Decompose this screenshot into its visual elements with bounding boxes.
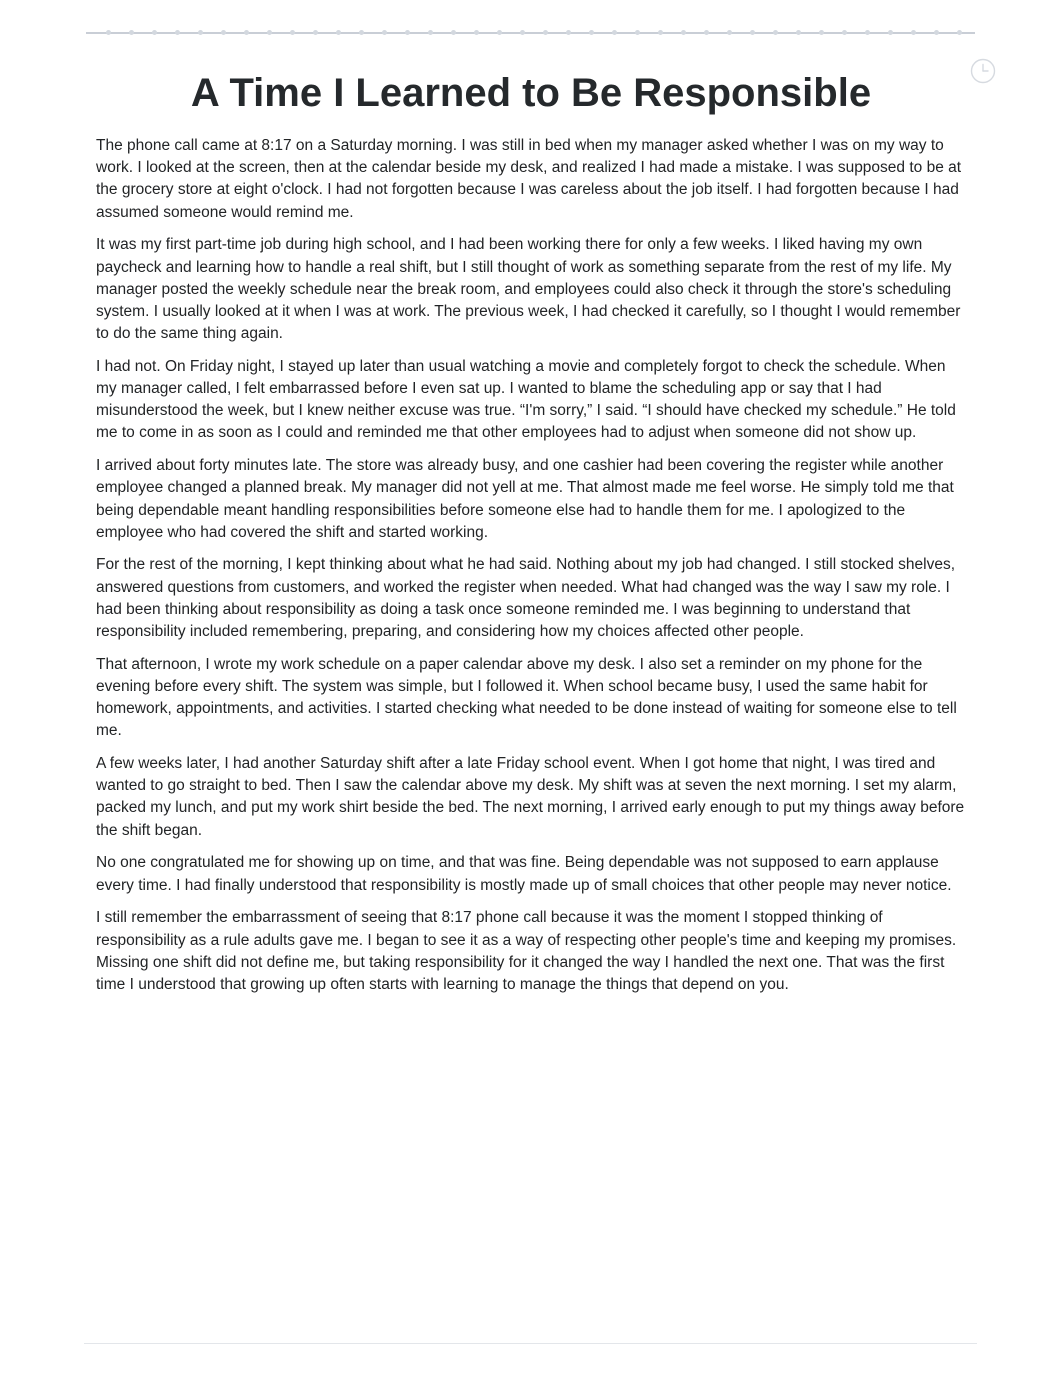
rule-dot [382,30,387,35]
paragraph-1: The phone call came at 8:17 on a Saturday morning. I was still in bed when my manager asked whether I was on my way to work. I looked at the screen, then at the calendar beside my desk, and realized I had made a mistake. I was supposed to be at the grocery store at eight o'clock. I had not forgotten because I was careless about the job itself. I had forgotten because I had assumed someone would remind me. [96,137,962,221]
paragraph-3: I had not. On Friday night, I stayed up later than usual watching a movie and completely forgot to check the schedule. When my manager called, I felt embarrassed before I even sat up. I wanted to blame the scheduling app or say that I had misunderstood the week, but I knew neither excuse was true. “I'm sorry,” I said. “I should have checked my schedule.” He told me to come in as soon as I could and reminded me that other employees had to adjust when someone did not show up. [96,357,956,442]
rule-dot [842,30,847,35]
rule-dot [566,30,571,35]
rule-dot [865,30,870,35]
rule-dot [290,30,295,35]
rule-dot [313,30,318,35]
paragraph-7: A few weeks later, I had another Saturday shift after a late Friday school event. When I got home that night, I was tired and wanted to go straight to bed. Then I saw the calendar above my desk. My shift was at seven the next morning. I set my alarm, packed my lunch, and put my work shirt beside the bed. The next morning, I arrived early enough to put my things away before the shift began. [96,755,965,839]
paragraph-9: I still remember the embarrassment of seeing that 8:17 phone call because it was the moment I stopped thinking of responsibility as a rule adults gave me. I began to see it as a way of respecting other people's time and keeping my promises. Missing one shift did not define me, but taking responsibility for it changed the way I handled the next one. That was the first time I understood that growing up often starts with learning to manage the things that depend on you. [96,909,957,993]
rule-dot [888,30,893,35]
rule-dot [704,30,709,35]
rule-dot [750,30,755,35]
rule-dot [612,30,617,35]
paragraph-8: No one congratulated me for showing up on time, and that was fine. Being dependable was not supposed to earn applause every time. I had finally understood that responsibility is mostly made up of small choices that other people may never notice. [96,854,952,894]
rule-dot [359,30,364,35]
rule-dot [589,30,594,35]
rule-dot [106,30,111,35]
rule-dot [796,30,801,35]
rule-dot [543,30,548,35]
paragraph-4: I arrived about forty minutes late. The store was already busy, and one cashier had been covering the register while another employee changed a planned break. My manager did not yell at me. That almost made me feel worse. He simply told me that being dependable meant handling responsibilities before someone else had to handle them for me. I apologized to the employee who had covered the shift and started working. [96,457,954,541]
rule-dot [658,30,663,35]
bottom-divider-rule [84,1343,977,1344]
rule-dot [129,30,134,35]
rule-dot [451,30,456,35]
rule-dot [957,30,962,35]
rule-dot [819,30,824,35]
rule-dot [934,30,939,35]
rule-dot [336,30,341,35]
rule-dot [267,30,272,35]
rule-dot [681,30,686,35]
essay-body [96,135,968,1007]
top-divider-dots [86,30,975,36]
rule-dot [175,30,180,35]
paragraph-5: For the rest of the morning, I kept thinking about what he had said. Nothing about my job had changed. I still stocked shelves, answered questions from customers, and worked the register when needed. What had changed was the way I saw my role. I had been thinking about responsibility as doing a task once someone reminded me. I was beginning to understand that responsibility included remembering, preparing, and considering how my choices affected other people. [96,556,956,641]
rule-dot [773,30,778,35]
rule-dot [152,30,157,35]
rule-dot [520,30,525,35]
rule-dot [727,30,732,35]
rule-dot [635,30,640,35]
rule-dot [244,30,249,35]
rule-dot [198,30,203,35]
rule-dot [474,30,479,35]
page-title: A Time I Learned to Be Responsible [190,71,872,115]
rule-dot [428,30,433,35]
rule-dot [221,30,226,35]
rule-dot [405,30,410,35]
paragraph-2: It was my first part-time job during high school, and I had been working there for only a few weeks. I liked having my own paycheck and learning how to handle a real shift, but I still thought of work as something separate from the rest of my life. My manager posted the weekly schedule near the break room, and employees could also check it through the store's scheduling system. I usually looked at it when I was at work. The previous week, I had checked it carefully, so I thought I would remember to do the same thing again. [96,236,961,343]
rule-dot [911,30,916,35]
rule-dot [497,30,502,35]
paragraph-6: That afternoon, I wrote my work schedule on a paper calendar above my desk. I also set a reminder on my phone for the evening before every shift. The system was simple, but I followed it. When school became busy, I used the same habit for homework, appointments, and activities. I started checking what needed to be done instead of waiting for someone else to tell me. [96,655,957,740]
